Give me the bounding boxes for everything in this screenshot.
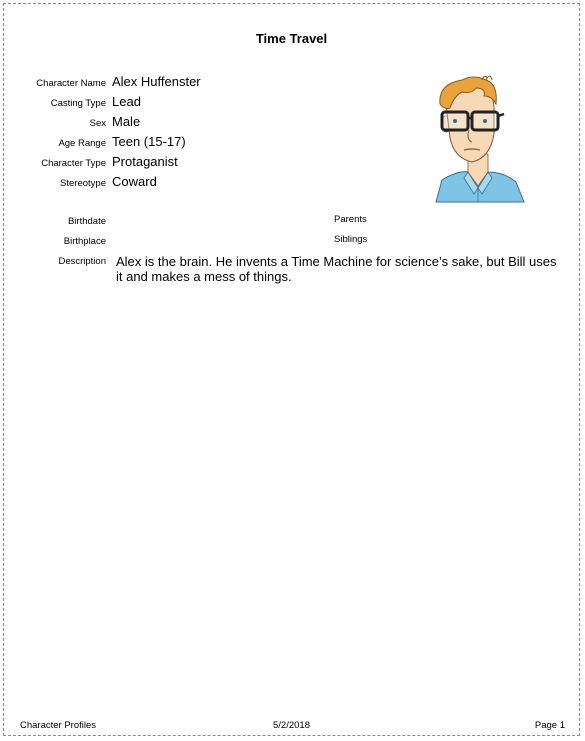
field-sex <box>4 114 140 129</box>
field-character-type <box>4 154 178 169</box>
label-sex: Sex <box>89 118 106 129</box>
label-siblings: Siblings <box>334 234 368 245</box>
value-stereotype: Coward <box>112 174 157 189</box>
character-portrait-icon <box>428 74 528 204</box>
value-description: Alex is the brain. He invents a Time Machine for science’s sake, but Bill uses it and makes a mess of things. <box>116 254 557 284</box>
label-description: Description <box>58 256 106 267</box>
field-age-range <box>4 134 186 149</box>
field-casting-type <box>4 94 141 109</box>
field-stereotype <box>4 174 157 189</box>
label-birthplace: Birthplace <box>63 236 106 247</box>
character-portrait <box>428 74 528 204</box>
value-character-type: Protaganist <box>112 154 178 169</box>
field-birthplace <box>4 236 112 247</box>
label-birthdate: Birthdate <box>67 216 106 227</box>
label-casting-type: Casting Type <box>50 98 106 109</box>
label-parents: Parents <box>334 214 367 225</box>
footer-date: 5/2/2018 <box>273 720 310 731</box>
value-character-name: Alex Huffenster <box>112 74 201 89</box>
footer-page-number: Page 1 <box>534 720 565 731</box>
field-character-name <box>4 74 201 89</box>
label-stereotype: Stereotype <box>60 178 106 189</box>
label-age-range: Age Range <box>58 138 106 149</box>
report-page <box>3 3 580 736</box>
value-sex: Male <box>112 114 141 129</box>
page-title: Time Travel <box>255 31 328 46</box>
value-age-range: Teen (15-17) <box>112 134 186 149</box>
label-character-name: Character Name <box>36 78 106 89</box>
field-birthdate <box>4 216 112 227</box>
field-description-label-row <box>4 256 112 267</box>
label-character-type: Character Type <box>41 158 106 169</box>
footer-report-name: Character Profiles <box>20 720 97 731</box>
value-casting-type: Lead <box>112 94 141 109</box>
